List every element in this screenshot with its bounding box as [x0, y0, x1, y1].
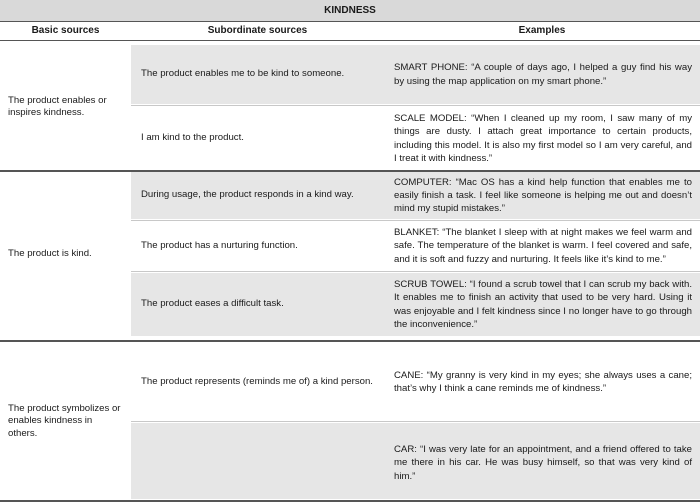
subordinate-source-cell: I am kind to the product. — [141, 132, 244, 144]
example-cell: SCALE MODEL: “When I cleaned up my room, I saw many of my things are dusty. I attach great importance to certain products, including this model. It is also my first model so I am very careful, and I treat it with kindness.” — [394, 113, 692, 164]
row-separator — [131, 220, 700, 221]
basic-source-cell: The product is kind. — [8, 248, 92, 260]
example-cell: CAR: “I was very late for an appointment, and a friend offered to take me there in his car. He was busy himself, so that was very kind of him.” — [394, 444, 692, 482]
subordinate-source-cell: The product eases a difficult task. — [141, 298, 284, 310]
example-cell: SCRUB TOWEL: “I found a scrub towel that I can scrub my back with. It enables me to finish an activity that used to be very hard. Using it was enjoyable and I felt kindness since I no longer have to go through the inconvenience.” — [394, 279, 692, 330]
column-header-examples: Examples — [518, 25, 566, 36]
bottom-rule — [0, 500, 700, 502]
column-header-subordinate: Subordinate sources — [207, 25, 308, 36]
subordinate-source-cell: The product has a nurturing function. — [141, 239, 298, 251]
subordinate-source-cell: During usage, the product responds in a kind way. — [141, 189, 354, 201]
subordinate-source-cell: The product represents (reminds me of) a kind person. — [141, 375, 373, 387]
row-separator — [131, 271, 700, 272]
table-title: KINDNESS — [0, 0, 700, 21]
basic-source-cell: The product enables or inspires kindness. — [8, 94, 107, 118]
subordinate-source-cell — [131, 423, 384, 499]
subordinate-source-cell: The product enables me to be kind to someone. — [141, 68, 345, 80]
row-separator — [131, 421, 700, 422]
rule — [0, 40, 700, 41]
example-cell: SMART PHONE: “A couple of days ago, I helped a guy find his way by using the map application on my smart phone.” — [394, 62, 692, 87]
example-cell: BLANKET: “The blanket I sleep with at night makes we feel warm and safe. The temperature of the blanket is warm. I feel covered and safe, and it is soft and fuzzy and nurturing. It feels like it’s kind to me.” — [394, 227, 692, 265]
example-cell: CANE: “My granny is very kind in my eyes; she always uses a cane; that’s why I think a cane reminds me of kindness.” — [394, 369, 692, 394]
group-separator — [0, 340, 700, 342]
basic-source-cell: The product symbolizes or enables kindness in others. — [8, 402, 121, 439]
column-header-basic: Basic sources — [31, 25, 100, 36]
example-cell: COMPUTER: “Mac OS has a kind help function that enables me to easily finish a task. I feel like someone is helping me out and doesn’t mind my stupid mistakes.” — [394, 176, 692, 215]
row-separator — [131, 105, 700, 106]
